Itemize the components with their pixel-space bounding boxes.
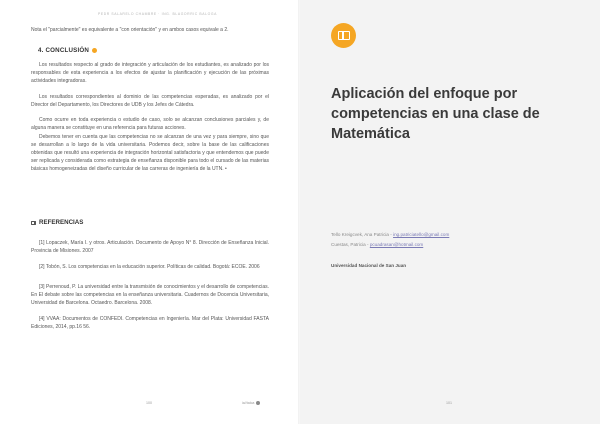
conclusion-paragraph-2: Los resultados correspondientes al dominio de las competencias esperadas, es analizado por el Director del Departamento, los Directores de UDB y los Jefes de Cátedra. xyxy=(31,94,269,108)
conclusion-title: 4. CONCLUSIÓN xyxy=(38,47,90,54)
author-1-name: Tello Kreigcvek, Ana Patricia - xyxy=(331,232,394,237)
affiliation: Universidad Nacional de San Juan xyxy=(331,263,407,268)
references-heading xyxy=(31,219,83,226)
section-dot-icon xyxy=(92,48,97,53)
author-2 xyxy=(331,242,423,247)
intro-note: Nota el "parcialmente" es equivalente a "con orientación" y en ambos casos equivale a 2. xyxy=(31,27,229,33)
reference-4: [4] VVAA: Documentos de CONFEDI. Competencias en Ingeniería. Mar del Plata: Universidad FASTA Ediciones, 2014, pp.16 56. xyxy=(31,316,269,330)
reference-3: [3] Perrenoud, P. La universidad entre la transmisión de conocimientos y el desarrollo de competencias. En El debate sobre las competencias en la enseñanza universitaria. Cuadernos de Docencia Universitaria, Universidad de Barcelona. Octaedro. Barcelona. 2008. xyxy=(31,284,269,306)
author-1-email[interactable]: ing.patriciatello@gmail.com xyxy=(393,232,450,237)
right-page-number: 101 xyxy=(446,401,452,405)
author-1 xyxy=(331,232,449,237)
running-head: PEDR SALARELO CHAMBRE · ING. BLAGORRIC BALOGA xyxy=(98,12,217,16)
conclusion-heading xyxy=(38,47,97,54)
reference-2: [2] Tobón, S. Los competencias en la educación superior. Políticas de calidad. Bogotá: ECOE. 2006 xyxy=(39,264,260,270)
conclusion-paragraph-1: Los resultados respecto al grado de integración y articulación de los estudiantes, es analizado por los responsables de esta experiencia a los efectos de ajustar la planificación y ejecución de las próximas actividades integradoras. xyxy=(31,62,269,84)
article-title: Aplicación del enfoque por competencias en una clase de Matemática xyxy=(331,86,540,142)
author-2-name: Cuestas, Patricia - xyxy=(331,242,370,247)
references-book-icon xyxy=(31,221,36,225)
right-page xyxy=(300,0,600,424)
book-icon xyxy=(338,31,350,40)
conclusion-paragraph-4: Debemos tener en cuenta que las competencias no se alcanzan de una vez y para siempre, sino que se desarrollan a lo largo de la vida universitaria. Podemos decir, sobre la base de las calificaciones obtenidas que resultó una experiencia de integración horizontal satisfactoria y que entendemos que puede ser replicada y considerada como estrategia de enseñanza disponible para todo el cursado de las materias básicas homogeneizadas del diseño curricular de las carreras de ingeniería de la UTN. • xyxy=(31,134,269,172)
footer-brand xyxy=(242,401,260,405)
left-page-number: 100 xyxy=(146,401,152,405)
conclusion-paragraph-3: Como ocurre en toda experiencia o estudio de caso, solo se alcanzan conclusiones parciales y, de alguna manera se constituye en una referencia para futuras acciones. xyxy=(31,117,269,131)
reference-1: [1] Lopaczek, María I. y otros. Articulación. Documento de Apoyo N° 8. Dirección de Enseñanza Inicial. Provincia de Misiones. 2007 xyxy=(31,240,269,254)
author-2-email[interactable]: pcuadrasan@hotmail.com xyxy=(369,242,424,247)
references-title: REFERENCIAS xyxy=(39,219,84,226)
footer-brand-label: ia//talca xyxy=(242,401,255,405)
brand-dot-icon xyxy=(256,401,260,405)
article-badge xyxy=(331,23,356,48)
